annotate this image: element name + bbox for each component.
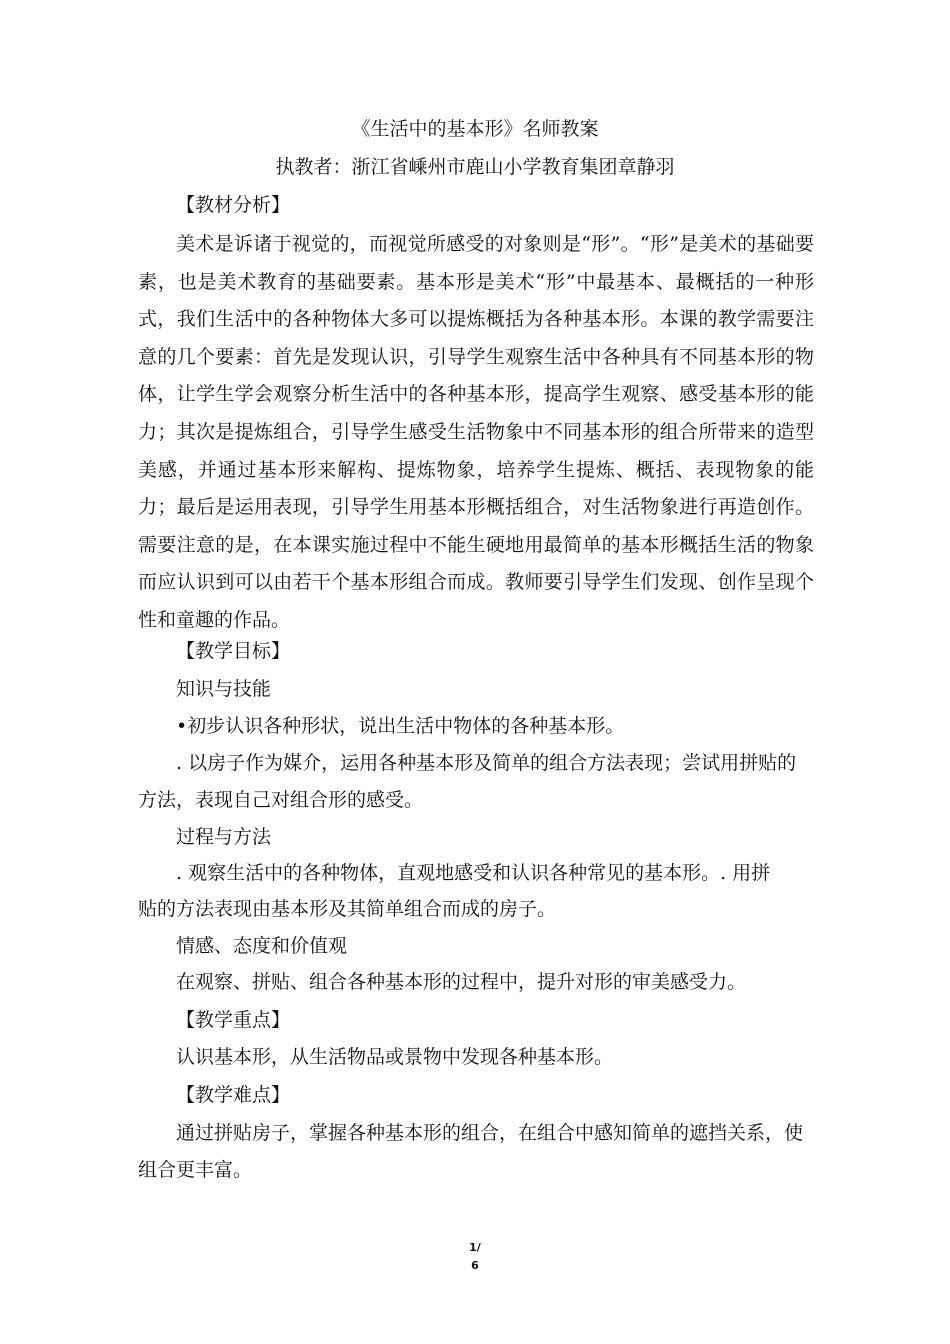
difficulties-line-1: 通过拼贴房子，掌握各种基本形的组合，在组合中感知简单的遮挡关系，使: [176, 1122, 804, 1144]
process-item-line-2: 贴的方法表现由基本形及其简单组合而成的房子。: [138, 898, 557, 920]
page-number-top: 1/: [469, 1241, 481, 1254]
process-item-line-1: . 观察生活中的各种物体，直观地感受和认识各种常见的基本形。. 用拼: [176, 862, 771, 884]
goal-item-2-line-1: . 以房子作为媒介，运用各种基本形及简单的组合方法表现；尝试用拼贴的: [176, 752, 797, 774]
difficulties-line-2: 组合更丰富。: [138, 1159, 253, 1181]
page-number-bottom: 6: [471, 1259, 479, 1272]
subheading-process-method: 过程与方法: [176, 826, 272, 848]
document-title: 《生活中的基本形》名师教案: [351, 118, 599, 140]
goal-item-2-line-2: 方法，表现自己对组合形的感受。: [138, 789, 424, 811]
subheading-knowledge-skills: 知识与技能: [176, 678, 272, 700]
section-heading-analysis: 【教材分析】: [176, 194, 291, 216]
key-points-text: 认识基本形，从生活物品或景物中发现各种基本形。: [176, 1046, 614, 1068]
section-heading-key-points: 【教学重点】: [176, 1009, 291, 1031]
subheading-emotion-values: 情感、态度和价值观: [176, 935, 348, 957]
section-heading-goals: 【教学目标】: [176, 640, 291, 662]
analysis-paragraph: 美术是诉诸于视觉的，而视觉所感受的对象则是“形”。“形”是美术的基础要素，也是美术教育的基础要素。基本形是美术“形”中最基本、最概括的一种形式，我们生活中的各种物体大多可以提炼概括为各种基本形。本课的教学需要注意的几个要素：首先是发现认识，引导学生观察生活中各种具有不同基本形的物体，让学生学会观察分析生活中的各种基本形，提高学生观察、感受基本形的能力；其次是提炼组合，引导学生感受生活物象中不同基本形的组合所带来的造型美感，并通过基本形来解构、提炼物象，培养学生提炼、概括、表现物象的能力；最后是运用表现，引导学生用基本形概括组合，对生活物象进行再造创作。需要注意的是，在本课实施过程中不能生硬地用最简单的基本形概括生活的物象而应认识到可以由若干个基本形组合而成。教师要引导学生们发现、创作呈现个性和童趣的作品。: [138, 233, 814, 631]
emotion-item: 在观察、拼贴、组合各种基本形的过程中，提升对形的审美感受力。: [176, 971, 747, 993]
author-line: 执教者：浙江省嵊州市鹿山小学教育集团章静羽: [275, 156, 675, 178]
section-heading-difficulties: 【教学难点】: [176, 1084, 291, 1106]
goal-item-1: •初步认识各种形状，说出生活中物体的各种基本形。: [176, 715, 625, 737]
